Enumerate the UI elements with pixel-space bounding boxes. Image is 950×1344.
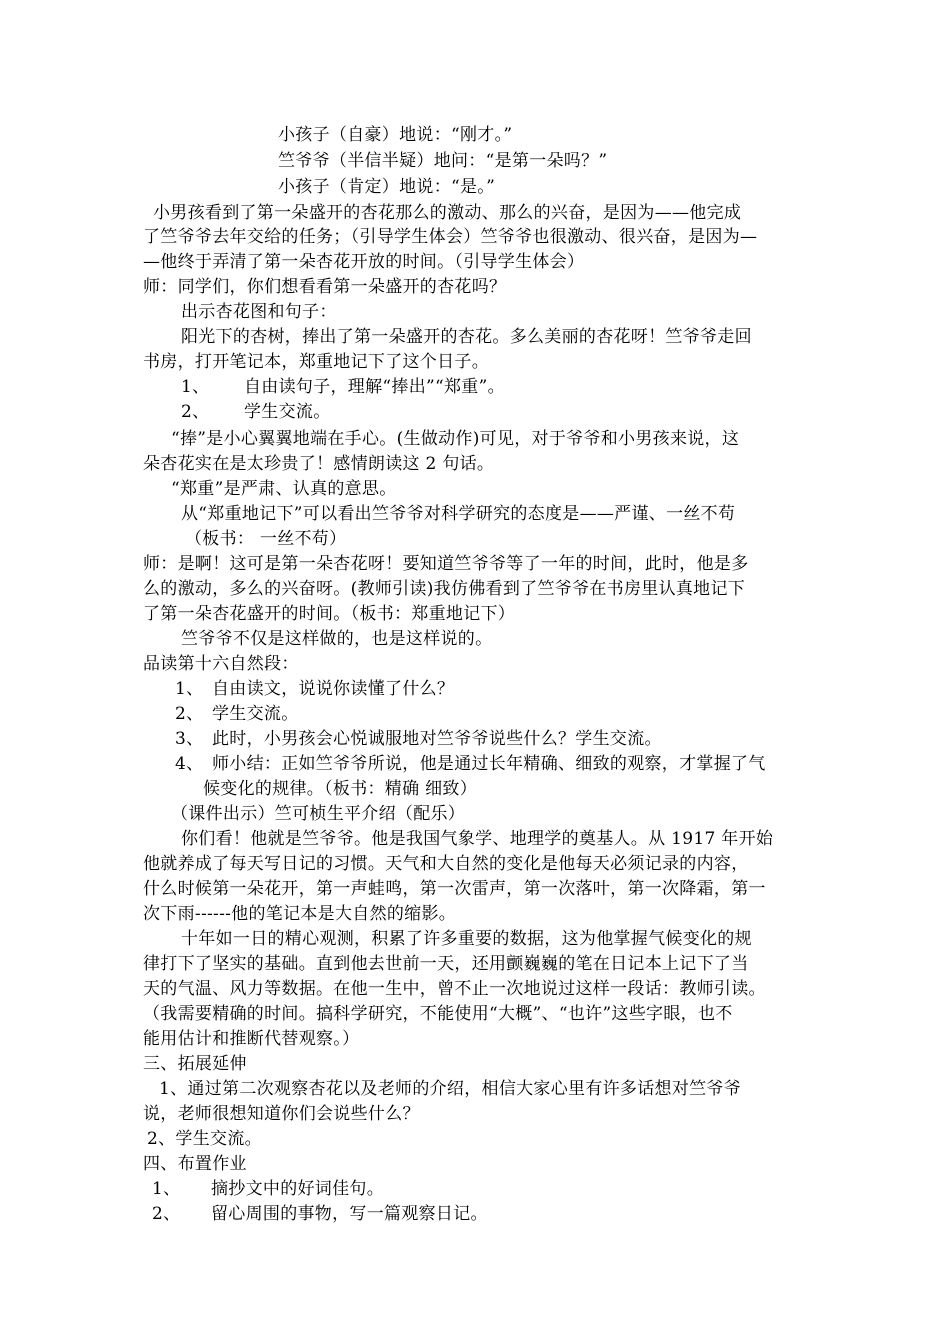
list-number: 2、 [181,402,210,422]
list-item-continued: 候变化的规律。（板书：精确 细致） [203,779,478,799]
paragraph-line: 么的激动，多么的兴奋呀。(教师引读)我仿佛看到了竺爷爷在书房里认真地记下 [143,579,746,599]
dialogue-line: 小孩子（肯定）地说：“是。” [278,177,496,197]
paragraph-line: 阳光下的杏树，捧出了第一朵盛开的杏花。多么美丽的杏花呀！竺爷爷走回 [181,327,752,347]
paragraph-line: —他终于弄清了第一朵杏花开放的时间。（引导学生体会） [143,252,585,272]
paragraph-line: 朵杏花实在是太珍贵了！感情朗读这 2 句话。 [143,454,495,474]
paragraph-line: 你们看！他就是竺爷爷。他是我国气象学、地理学的奠基人。从 1917 年开始 [181,829,774,849]
paragraph-line: （我需要精确的时间。搞科学研究，不能使用“大概”、“也许”这些字眼，也不 [143,1004,733,1024]
list-item: 自由读文，说说你读懂了什么？ [212,679,455,699]
paragraph-line: 什么时候第一朵花开，第一声蛙鸣，第一次雷声，第一次落叶，第一次降霜，第一 [143,879,766,899]
paragraph-line: （课件出示）竺可桢生平介绍（配乐） [171,804,466,824]
board-note: （板书： 一丝不苟） [185,529,347,549]
section-heading: 三、拓展延伸 [143,1054,247,1074]
paragraph-line: 出示杏花图和句子： [181,302,337,322]
paragraph-line: “郑重”是严肃、认真的意思。 [171,479,397,499]
paragraph-line: 律打下了坚实的基础。直到他去世前一天，还用颤巍巍的笔在日记本上记下了当 [143,954,749,974]
paragraph-line: 十年如一日的精心观测，积累了许多重要的数据，这为他掌握气候变化的规 [181,929,752,949]
list-number: 2、 [152,1204,181,1224]
paragraph-line: 他就养成了每天写日记的习惯。天气和大自然的变化是他每天必须记录的内容， [143,854,749,874]
list-number: 1、 [181,377,210,397]
paragraph-line: 小男孩看到了第一朵盛开的杏花那么的激动、那么的兴奋，是因为——他完成 [153,203,742,223]
paragraph-line: 说，老师很想知道你们会说些什么？ [143,1104,420,1124]
list-item: 自由读句子，理解“捧出”“郑重”。 [244,377,505,397]
section-heading: 四、布置作业 [143,1154,247,1174]
paragraph-line: 2、学生交流。 [147,1129,262,1149]
list-number: 1、 [152,1179,181,1199]
list-item: 师小结：正如竺爷爷所说，他是通过长年精确、细致的观察，才掌握了气 [212,754,766,774]
paragraph-line: 师：是啊！这可是第一朵杏花呀！要知道竺爷爷等了一年的时间，此时，他是多 [143,554,749,574]
paragraph-line: “捧”是小心翼翼地端在手心。(生做动作)可见，对于爷爷和小男孩来说，这 [171,429,740,449]
list-number: 2、 [175,704,204,724]
list-item: 留心周围的事物，写一篇观察日记。 [211,1204,488,1224]
paragraph-line: 了竺爷爷去年交给的任务；（引导学生体会）竺爷爷也很激动、很兴奋，是因为— [143,227,758,247]
paragraph-line: 从“郑重地记下”可以看出竺爷爷对科学研究的态度是——严谨、一丝不苟 [181,504,736,524]
list-item: 学生交流。 [212,704,299,724]
list-item: 学生交流。 [244,402,331,422]
paragraph-line: 能用估计和推断代替观察。） [143,1029,360,1049]
paragraph-line: 了第一朵杏花盛开的时间。（板书：郑重地记下） [143,604,516,624]
paragraph-line: 书房，打开笔记本，郑重地记下了这个日子。 [143,352,489,372]
list-number: 1、 [175,679,204,699]
paragraph-line: 1、通过第二次观察杏花以及老师的介绍，相信大家心里有许多话想对竺爷爷 [159,1079,742,1099]
dialogue-line: 竺爷爷（半信半疑）地问：“是第一朵吗？” [278,151,608,171]
list-item: 此时，小男孩会心悦诚服地对竺爷爷说些什么？学生交流。 [212,729,662,749]
paragraph-line: 师：同学们，你们想看看第一朵盛开的杏花吗？ [143,277,507,297]
list-item: 摘抄文中的好词佳句。 [211,1179,384,1199]
paragraph-line: 天的气温、风力等数据。在他一生中，曾不止一次地说过这样一段话：教师引读。 [143,979,766,999]
list-number: 3、 [175,729,204,749]
dialogue-line: 小孩子（自豪）地说：“刚才。” [278,125,513,145]
paragraph-line: 次下雨------他的笔记本是大自然的缩影。 [143,904,457,924]
paragraph-line: 竺爷爷不仅是这样做的，也是这样说的。 [181,629,493,649]
section-heading: 品读第十六自然段： [143,654,299,674]
list-number: 4、 [175,754,204,774]
